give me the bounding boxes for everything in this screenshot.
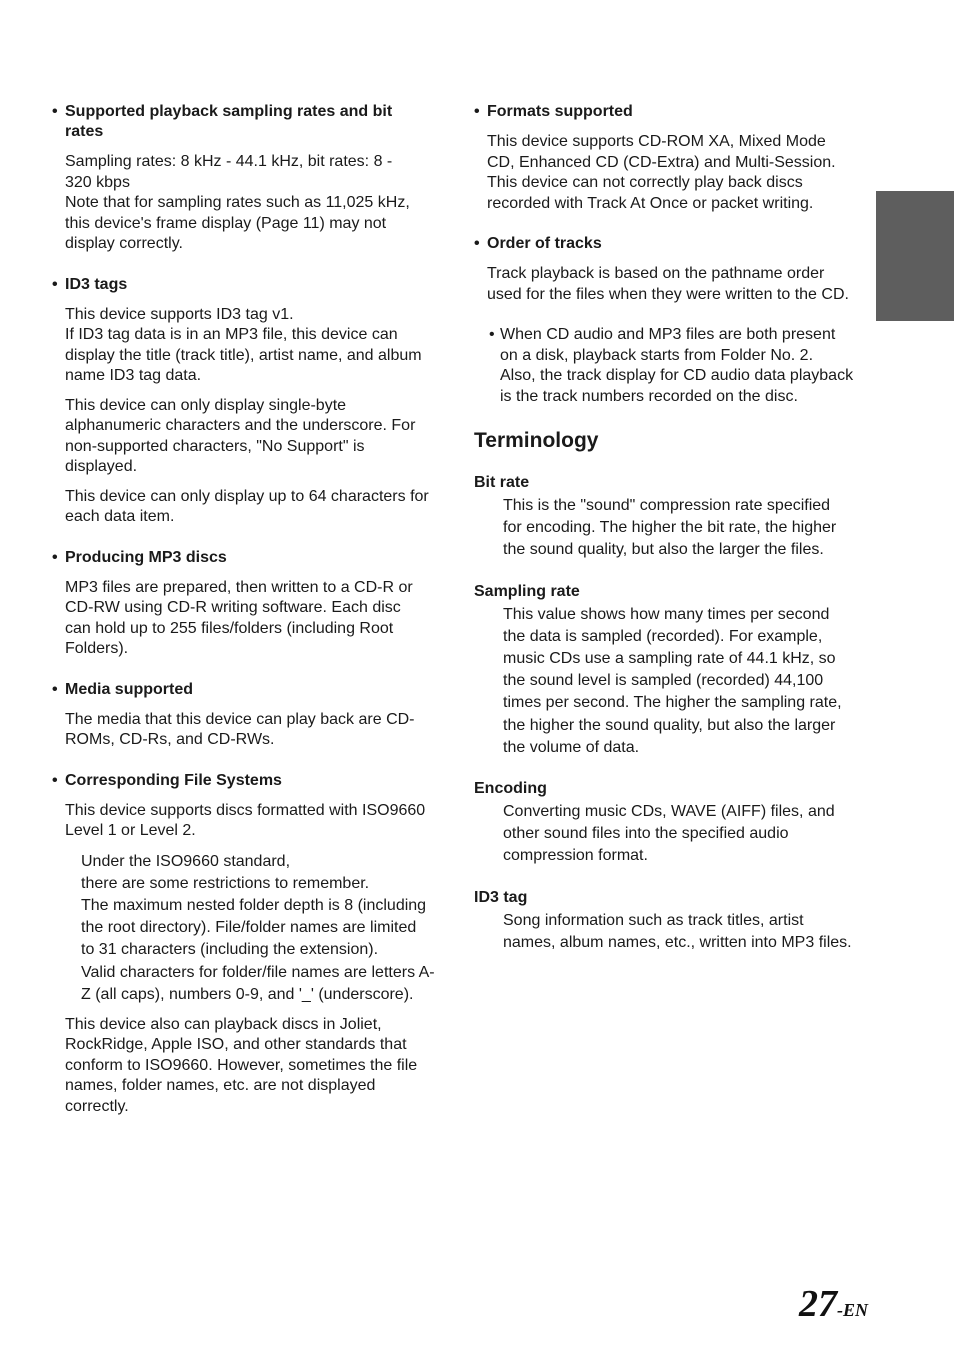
text-line: The media that this device can play back are CD- [65, 710, 415, 728]
text-line: display correctly. [65, 235, 183, 252]
bullet-icon: • [474, 235, 480, 252]
text-line: CD, Enhanced CD (CD-Extra) and Multi-Session. [487, 153, 836, 171]
section-media-supported [52, 680, 447, 751]
text-line: This device can only display single-byte [65, 396, 347, 414]
section-title-text: ID3 tags [65, 275, 128, 293]
paragraph [487, 264, 869, 305]
text-line: This device can not correctly play back discs [487, 174, 803, 191]
right-column [474, 102, 869, 974]
text-line: the volume of data. [503, 738, 640, 756]
paragraph [65, 487, 447, 528]
text-line: the higher the sound quality, but also the larger [503, 716, 836, 734]
text-line: This device also can playback discs in Joliet, [65, 1015, 382, 1033]
bullet-icon: • [52, 680, 58, 698]
text-line: music CDs use a sampling rate of 44.1 kHz, so [503, 650, 836, 668]
text-line: name ID3 tag data. [65, 367, 202, 384]
section-formats-supported [474, 102, 869, 214]
section-order-of-tracks [474, 234, 869, 407]
section-title-text: Corresponding File Systems [65, 771, 282, 789]
text-line: If ID3 tag data is in an MP3 file, this device can [65, 326, 398, 343]
term-bit-rate [474, 473, 869, 562]
section-title-text: Formats supported [487, 103, 633, 120]
paragraph [65, 152, 447, 255]
left-column [52, 102, 447, 1137]
text-line: This is the "sound" compression rate specified [503, 497, 831, 514]
text-line: This value shows how many times per second [503, 605, 830, 623]
section-tab-marker [876, 191, 954, 321]
text-line: names, folder names, etc. are not displayed [65, 1077, 376, 1095]
text-line: Folders). [65, 640, 129, 657]
section-title [52, 548, 447, 568]
text-line: MP3 files are prepared, then written to a CD-R or [65, 578, 413, 596]
text-line: Also, the track display for CD audio data playback [500, 367, 854, 384]
text-line: the root directory). File/folder names are limited [81, 919, 417, 937]
text-line: this device's frame display (Page 11) may not [65, 214, 387, 232]
text-line: conform to ISO9660. However, sometimes the file [65, 1056, 418, 1074]
paragraph [487, 132, 869, 214]
text-line: non-supported characters, "No Support" is [65, 437, 365, 455]
text-line: used for the files when they were written to the CD. [487, 285, 849, 303]
paragraph [65, 801, 447, 842]
title-line: Supported playback sampling rates and bit [65, 103, 393, 120]
text-line: correctly. [65, 1097, 129, 1115]
section-title-text: Media supported [65, 680, 194, 698]
text-line: Song information such as track titles, artist [503, 911, 804, 929]
terminology-heading: Terminology [474, 429, 599, 452]
text-line: Sampling rates: 8 kHz - 44.1 kHz, bit rates: 8 - [65, 153, 393, 170]
text-line: Level 1 or Level 2. [65, 822, 196, 839]
paragraph [65, 1015, 447, 1118]
bullet-icon: • [474, 103, 480, 120]
section-title [474, 102, 869, 122]
term-sampling-rate [474, 582, 869, 759]
bullet-icon: • [52, 103, 58, 120]
text-line: the sound quality, but also the larger the files. [503, 541, 824, 559]
indented-note [81, 851, 447, 1006]
text-line: can hold up to 255 files/folders (including Root [65, 619, 394, 637]
text-line: recorded with Track At Once or packet writing. [487, 194, 814, 212]
text-line: names, album names, etc., written into MP3 files. [503, 933, 852, 951]
text-line: Under the ISO9660 standard, [81, 852, 291, 870]
page-number [799, 1282, 868, 1326]
text-line: When CD audio and MP3 files are both present [500, 326, 836, 343]
text-line: Note that for sampling rates such as 11,025 kHz, [65, 194, 410, 211]
text-line: for encoding. The higher the bit rate, the higher [503, 519, 837, 537]
text-line: there are some restrictions to remember. [81, 874, 370, 892]
paragraph [65, 710, 447, 751]
text-line: is the track numbers recorded on the disc. [500, 387, 798, 405]
text-line: The maximum nested folder depth is 8 (including [81, 896, 427, 914]
section-sampling-rates [52, 102, 447, 255]
text-line: to 31 characters (including the extension). [81, 941, 379, 959]
section-title [52, 680, 447, 700]
term-body [503, 801, 869, 868]
text-line: Track playback is based on the pathname order [487, 265, 825, 282]
section-file-systems [52, 771, 447, 1118]
term-body [503, 604, 869, 759]
term-body [503, 910, 869, 954]
text-line: Z (all caps), numbers 0-9, and '_' (underscore). [81, 985, 414, 1003]
bullet-icon: • [52, 771, 58, 789]
text-line: on a disk, playback starts from Folder No. 2. [500, 346, 814, 364]
text-line: the data is sampled (recorded). For example, [503, 627, 823, 645]
text-line: compression format. [503, 847, 648, 865]
term-encoding [474, 779, 869, 868]
bullet-icon: • [489, 326, 495, 343]
text-line: RockRidge, Apple ISO, and other standards that [65, 1036, 407, 1054]
text-line: display the title (track title), artist name, and album [65, 346, 422, 364]
note-bullet [489, 325, 869, 407]
paragraph [65, 578, 447, 660]
paragraph [65, 396, 447, 478]
page-number-suffix: -EN [837, 1300, 868, 1320]
text-line: This device can only display up to 64 characters for [65, 487, 429, 505]
term-title: Sampling rate [474, 582, 580, 600]
title-line: rates [65, 123, 104, 140]
text-line: displayed. [65, 458, 138, 475]
text-line: other sound files into the specified audio [503, 825, 789, 843]
term-body [503, 495, 869, 562]
term-id3-tag [474, 888, 869, 954]
section-title [52, 102, 447, 142]
text-line: CD-RW using CD-R writing software. Each disc [65, 599, 401, 616]
text-line: This device supports ID3 tag v1. [65, 305, 294, 323]
section-title [474, 234, 869, 254]
text-line: Valid characters for folder/file names are letters A- [81, 963, 435, 981]
text-line: each data item. [65, 508, 175, 525]
section-title [52, 771, 447, 791]
section-producing-mp3 [52, 548, 447, 660]
section-title-text: Producing MP3 discs [65, 548, 227, 566]
text-line: ROMs, CD-Rs, and CD-RWs. [65, 731, 275, 748]
text-line: Converting music CDs, WAVE (AIFF) files, and [503, 803, 835, 821]
paragraph [65, 305, 447, 387]
text-line: alphanumeric characters and the underscore. For [65, 417, 416, 434]
term-title: Encoding [474, 780, 547, 798]
text-line: the sound level is sampled (recorded) 44,100 [503, 672, 824, 690]
page-number-value: 27 [799, 1283, 837, 1325]
term-title: Bit rate [474, 474, 530, 491]
bullet-icon: • [52, 275, 58, 293]
term-title: ID3 tag [474, 888, 528, 906]
text-line: This device supports discs formatted with ISO9660 [65, 801, 426, 819]
section-id3-tags [52, 275, 447, 528]
bullet-icon: • [52, 548, 58, 566]
text-line: This device supports CD-ROM XA, Mixed Mode [487, 133, 826, 150]
text-line: times per second. The higher the sampling rate, [503, 694, 842, 712]
text-line: 320 kbps [65, 173, 130, 191]
section-title [52, 275, 447, 295]
section-title-text: Order of tracks [487, 235, 602, 252]
